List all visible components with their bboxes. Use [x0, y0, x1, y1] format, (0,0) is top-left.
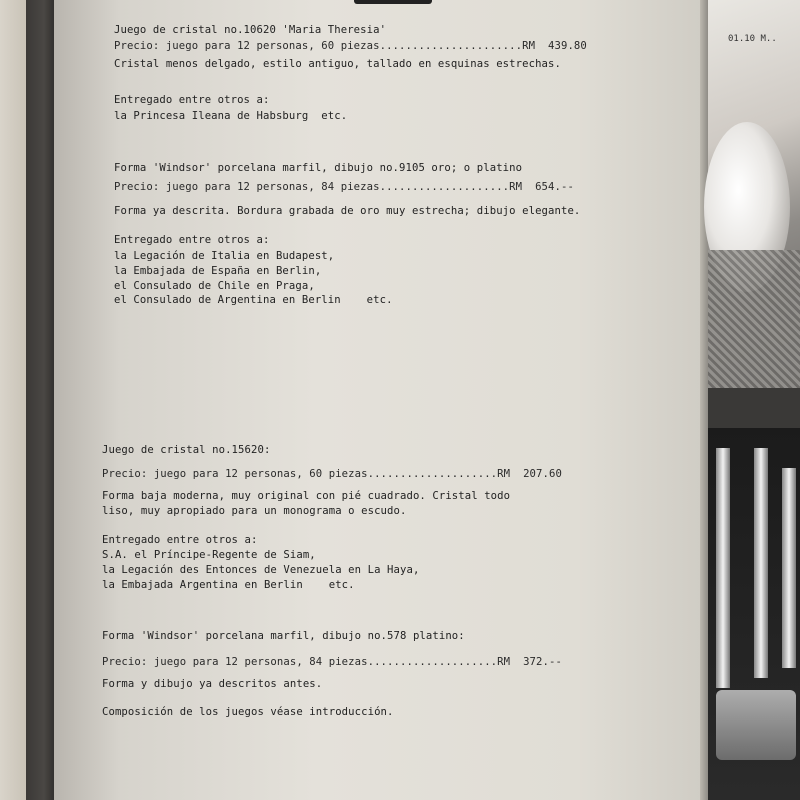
delivered-item: la Princesa Ileana de Habsburg etc.	[114, 110, 348, 122]
item-description: Forma ya descrita. Bordura grabada de oro muy estrecha; dibujo elegante.	[114, 205, 581, 217]
glass-stem	[716, 448, 730, 688]
delivered-item: S.A. el Príncipe-Regente de Siam,	[102, 549, 316, 561]
closing-note: Composición de los juegos véase introducción.	[102, 706, 394, 718]
delivered-item: la Embajada de España en Berlin,	[114, 265, 322, 277]
item-description: liso, muy apropiado para un monograma o escudo.	[102, 505, 407, 517]
photo-caption: 01.10 M..	[728, 34, 777, 44]
item-title: Juego de cristal no.10620 'Maria Theresia'	[114, 24, 387, 36]
delivered-item: la Legación des Entonces de Venezuela en La Haya,	[102, 564, 420, 576]
delivered-heading: Entregado entre otros a:	[114, 94, 270, 106]
page-tab	[354, 0, 432, 4]
table-edge	[0, 0, 28, 800]
item-description: Forma y dibujo ya descritos antes.	[102, 678, 323, 690]
item-price: Precio: juego para 12 personas, 60 piezas....................RM 207.60	[102, 468, 562, 480]
delivered-item: la Embajada Argentina en Berlin etc.	[102, 579, 355, 591]
photo-plate-setting	[708, 0, 800, 388]
glass-stem	[782, 468, 796, 668]
glass-base	[716, 690, 796, 760]
book-cover-edge	[26, 0, 56, 800]
item-description: Cristal menos delgado, estilo antiguo, tallado en esquinas estrechas.	[114, 58, 561, 70]
lace-tablecloth	[708, 250, 800, 388]
item-price: Precio: juego para 12 personas, 84 piezas....................RM 654.--	[114, 181, 574, 193]
photo-divider	[708, 388, 800, 428]
item-description: Forma baja moderna, muy original con pié cuadrado. Cristal todo	[102, 490, 511, 502]
delivered-item: el Consulado de Argentina en Berlin etc.	[114, 294, 393, 306]
item-title: Juego de cristal no.15620:	[102, 444, 271, 456]
glass-stem	[754, 448, 768, 678]
item-price: Precio: juego para 12 personas, 60 piezas......................RM 439.80	[114, 40, 587, 52]
delivered-item: la Legación de Italia en Budapest,	[114, 250, 335, 262]
item-title: Forma 'Windsor' porcelana marfil, dibujo no.9105 oro; o platino	[114, 162, 523, 174]
facing-page-photo	[708, 0, 800, 800]
delivered-heading: Entregado entre otros a:	[114, 234, 270, 246]
delivered-heading: Entregado entre otros a:	[102, 534, 258, 546]
catalog-page	[54, 0, 708, 800]
delivered-item: el Consulado de Chile en Praga,	[114, 280, 315, 292]
item-price: Precio: juego para 12 personas, 84 piezas....................RM 372.--	[102, 656, 562, 668]
item-title: Forma 'Windsor' porcelana marfil, dibujo no.578 platino:	[102, 630, 465, 642]
